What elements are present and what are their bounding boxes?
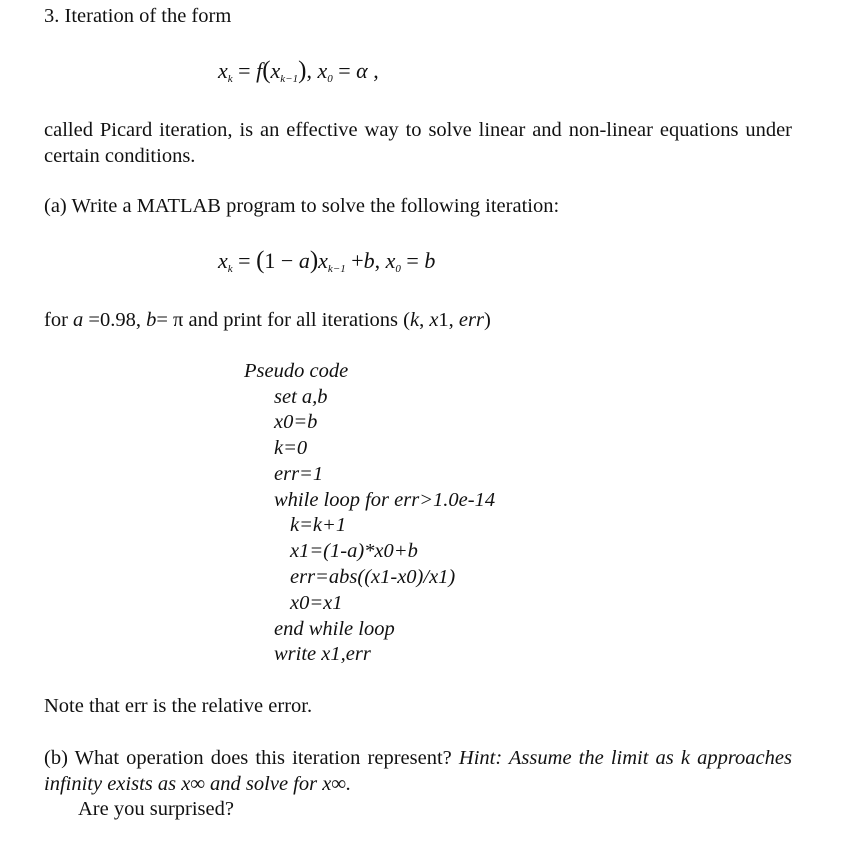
eq1-open-paren: (: [262, 57, 271, 84]
for-text-5: 1,: [438, 309, 459, 331]
eq2-open-paren: (: [256, 247, 265, 274]
equation-iteration: [218, 246, 435, 276]
pseudo-code-line: k=k+1: [290, 514, 347, 536]
pseudo-code-line: x0=b: [274, 411, 318, 433]
pseudo-code-line: write x1,err: [274, 643, 371, 665]
eq2-init-var: x: [385, 248, 396, 273]
equation-picard-form: [218, 56, 379, 86]
eq1-func: f: [256, 58, 263, 83]
eq1-init-var: x: [317, 58, 328, 83]
part-b-hint: Hint: Assume the limit as k approaches infinity exists as x∞ and solve for x∞.: [44, 747, 792, 795]
for-text-4: ,: [419, 309, 430, 331]
pseudo-code-line: x0=x1: [290, 592, 343, 614]
pseudo-code-line: err=abs((x1-x0)/x1): [290, 566, 456, 588]
relative-error-note: Note that err is the relative error.: [44, 695, 313, 717]
eq1-init-sub: 0: [327, 73, 333, 85]
paragraph-picard-description: called Picard iteration, is an effective way to solve linear and non-linear equations under certain conditions.: [44, 119, 792, 167]
for-text-3: = π and print for all iterations (: [156, 309, 410, 331]
eq2-x: x: [318, 248, 328, 273]
eq2-x-sub: k−1: [327, 263, 346, 275]
problem-heading: 3. Iteration of the form: [44, 5, 232, 27]
eq2-plus: +: [345, 248, 364, 273]
eq1-arg-sub: k−1: [280, 73, 299, 85]
eq2-one: 1: [264, 248, 276, 273]
for-var-a: a: [73, 309, 84, 331]
eq1-lhs: x: [218, 58, 228, 83]
part-b-prompt: [44, 745, 792, 797]
for-var-err: err: [458, 309, 484, 331]
eq1-trail: ,: [367, 58, 379, 83]
for-var-k: k: [409, 309, 420, 331]
eq2-equals: =: [232, 248, 257, 273]
eq1-close-paren: ): [298, 57, 307, 84]
pseudo-code-line: x1=(1-a)*x0+b: [290, 540, 418, 562]
parameters-line: [44, 308, 491, 333]
part-b-question: (b) What operation does this iteration represent?: [44, 747, 459, 769]
for-var-x: x: [429, 309, 439, 331]
eq1-lhs-sub: k: [227, 73, 233, 85]
eq1-arg: x: [270, 58, 281, 83]
pseudo-code-title: Pseudo code: [244, 360, 349, 382]
pseudo-code-line: while loop for err>1.0e-14: [274, 489, 496, 511]
eq2-close-paren: ): [309, 247, 319, 274]
eq1-init-val: α: [356, 58, 368, 83]
eq2-init-val: b: [424, 248, 436, 273]
pseudo-code-line: k=0: [274, 437, 308, 459]
pseudo-code-line: set a,b: [274, 386, 328, 408]
eq2-sep: ,: [374, 248, 386, 273]
eq2-lhs: x: [218, 248, 228, 273]
eq2-lhs-sub: k: [227, 263, 233, 275]
eq1-init-equals: =: [332, 58, 357, 83]
pseudo-code-line: end while loop: [274, 618, 395, 640]
eq2-minus: −: [275, 248, 299, 273]
eq1-sep: ,: [306, 58, 318, 83]
for-var-b: b: [146, 309, 157, 331]
eq2-b: b: [363, 248, 375, 273]
eq2-a: a: [298, 248, 310, 273]
eq2-init-sub: 0: [395, 263, 401, 275]
for-text-1: for: [44, 309, 74, 331]
eq1-equals: =: [232, 58, 257, 83]
part-a-prompt: (a) Write a MATLAB program to solve the following iteration:: [44, 195, 560, 217]
pseudo-code-line: err=1: [274, 463, 324, 485]
part-b-surprised: Are you surprised?: [78, 798, 234, 820]
for-text-2: =0.98,: [83, 309, 147, 331]
for-text-6: ): [483, 309, 491, 331]
eq2-init-equals: =: [400, 248, 425, 273]
